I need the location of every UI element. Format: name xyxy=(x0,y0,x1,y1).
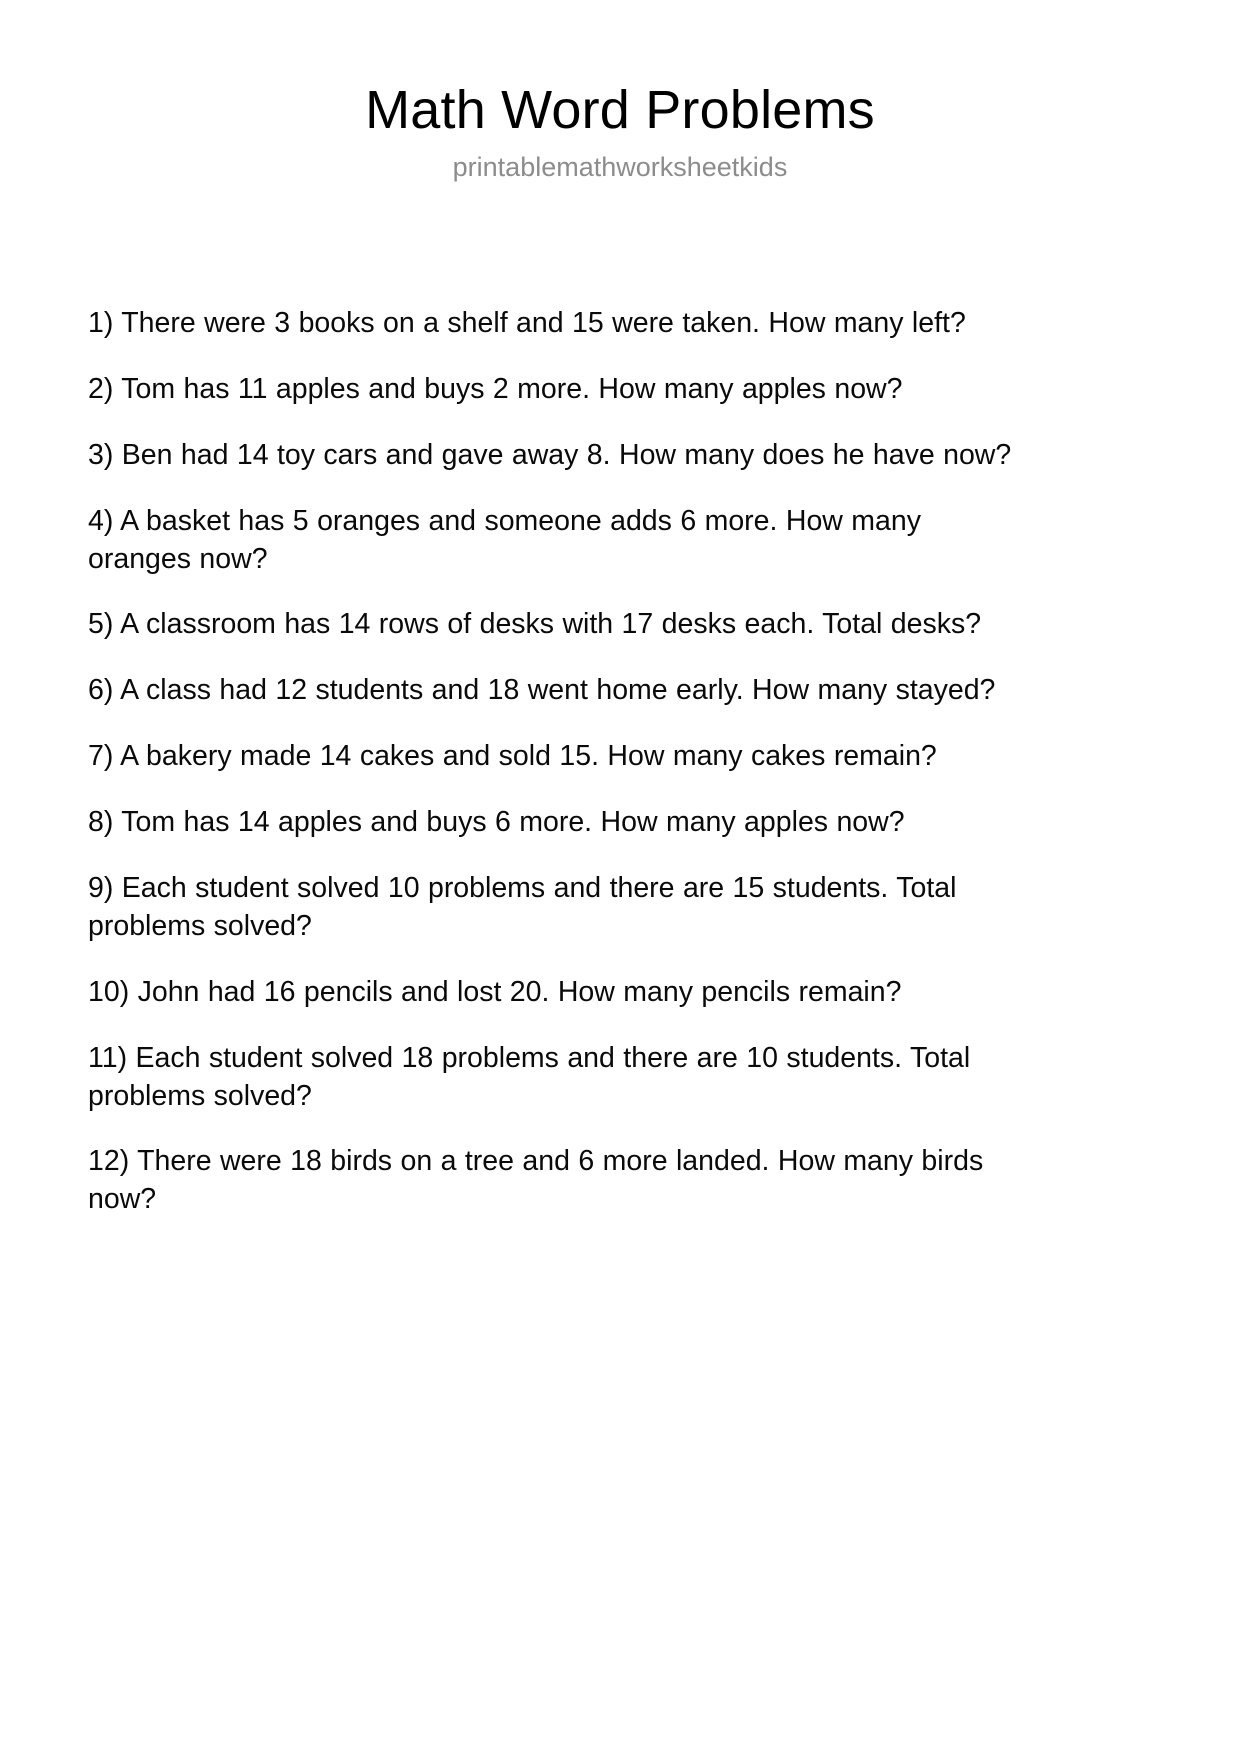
list-item: 10) John had 16 pencils and lost 20. How many pencils remain? xyxy=(88,975,902,1008)
list-item: 4) A basket has 5 oranges and someone adds 6 more. How many oranges now? xyxy=(88,504,921,575)
list-item: 1) There were 3 books on a shelf and 15 were taken. How many left? xyxy=(88,307,966,339)
list-item: 3) Ben had 14 toy cars and gave away 8. How many does he have now? xyxy=(88,438,1012,471)
worksheet-header xyxy=(0,0,1240,182)
list-item: 8) Tom has 14 apples and buys 6 more. How many apples now? xyxy=(88,806,905,839)
problem-list xyxy=(88,305,1028,1219)
list-item: 5) A classroom has 14 rows of desks with 17 desks each. Total desks? xyxy=(88,608,982,641)
list-item: 6) A class had 12 students and 18 went home early. How many stayed? xyxy=(88,674,996,707)
page-title: Math Word Problems xyxy=(365,80,875,140)
list-item: 7) A bakery made 14 cakes and sold 15. How many cakes remain? xyxy=(88,740,937,773)
list-item: 12) There were 18 birds on a tree and 6 more landed. How many birds now? xyxy=(88,1145,984,1216)
page-subtitle: printablemathworksheetkids xyxy=(452,151,788,182)
list-item: 11) Each student solved 18 problems and there are 10 students. Total problems solved? xyxy=(88,1041,971,1112)
list-item: 2) Tom has 11 apples and buys 2 more. How many apples now? xyxy=(88,372,903,405)
list-item: 9) Each student solved 10 problems and there are 15 students. Total problems solved? xyxy=(88,872,957,942)
